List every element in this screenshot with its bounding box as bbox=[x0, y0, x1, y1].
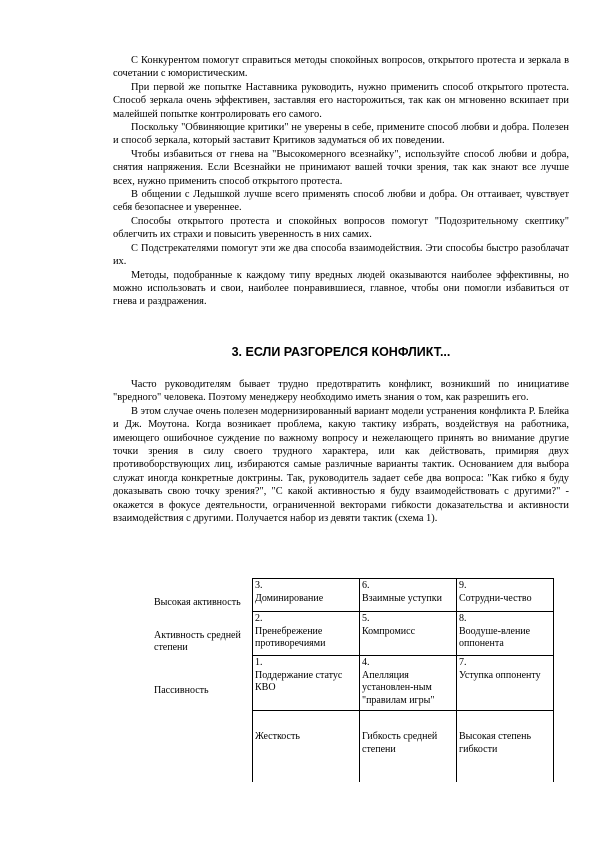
paragraph: Способы открытого протеста и спокойных вопросов помогут "Подозрительному скептику" облегчить их страхи и повысить уверенность в них самих. bbox=[113, 215, 569, 241]
paragraph: С Конкурентом помогут справиться методы спокойных вопросов, открытого протеста и зеркала в сочетании с юмористическим. bbox=[113, 55, 569, 80]
table-cell bbox=[360, 612, 457, 656]
paragraph: Часто руководителям бывает трудно предотвратить конфликт, возникший по инициативе "вредного" человека. Поэтому менеджеру необходимо иметь знания о том, как разрешить его. bbox=[113, 379, 569, 404]
cell-text: Сотрудни-чество bbox=[459, 592, 532, 604]
cell-number: 7. bbox=[459, 657, 467, 668]
cell-number: 3. bbox=[255, 580, 263, 591]
table-cell bbox=[360, 656, 457, 711]
row-label: Высокая активность bbox=[154, 597, 241, 609]
section-heading: 3. ЕСЛИ РАЗГОРЕЛСЯ КОНФЛИКТ... bbox=[231, 345, 451, 359]
paragraph: Методы, подобранные к каждому типу вредных людей оказываются наиболее эффективны, но можно использовать и свои, наиболее понравившиеся, главное, чтобы они помогли избавиться от гнева и раздражения. bbox=[113, 269, 569, 308]
cell-number: 1. bbox=[255, 657, 263, 668]
cell-text: Компромисс bbox=[362, 625, 416, 637]
table-row bbox=[152, 579, 554, 612]
cell-text: Апелляция установлен-ным "правилам игры" bbox=[362, 669, 435, 706]
paragraph: С Подстрекателями помогут эти же два способа взаимодействия. Эти способы быстро разоблачат их. bbox=[113, 242, 569, 268]
paragraph: В этом случае очень полезен модернизированный вариант модели устранения конфликта Р. Блейка и Дж. Моутона. Когда возникает проблема, какую тактику избрать, воздействуя на работника, имеющего ошибочное суждение по важному вопросу и нежелающего принять во внимание другие точки зрения в силу своего трудного характера, или как действовать, примиряя двух противоборствующих лиц, избираются самые различные варианты тактик. Основанием для выбора служат иногда конкретные доктрины. Так, руководитель задает себе два вопроса: "Как гибко я буду доказывать свою точку зрения?", "С какой активностью я буду взаимодействовать с другими?" - окажется в фокусе деятельности, ограниченной векторами гибкости доказательства и активности взаимодействия с другими. Получается набор из девяти тактик (схема 1). bbox=[113, 405, 569, 525]
row-label: Пассивность bbox=[154, 685, 209, 697]
cell-text: Поддержание статус КВО bbox=[255, 669, 343, 693]
table-cell bbox=[360, 579, 457, 612]
row-label-empty bbox=[152, 711, 253, 783]
paragraph: Чтобы избавиться от гнева на "Высокомерного всезнайку", используйте способ любви и добра, снятия напряжения. Если Всезнайки не принимают вашей точки зрения, так как знают все лучше всех, нужно применить способ открытого протеста. bbox=[113, 148, 569, 187]
intro-text-block bbox=[113, 54, 569, 309]
table-cell bbox=[457, 579, 554, 612]
cell-number: 9. bbox=[459, 580, 467, 591]
table-cell bbox=[253, 612, 360, 656]
paragraph: При первой же попытке Наставника руководить, нужно применить способ открытого протеста. Способ зеркала очень эффективен, заставляя его насторожиться, так как он мгновенно вскипает при малейшей попытке контролировать его самого. bbox=[113, 81, 569, 120]
axis-label: Жесткость bbox=[253, 711, 360, 783]
cell-number: 6. bbox=[362, 580, 370, 591]
table-row bbox=[152, 656, 554, 711]
axis-label: Гибкость средней степени bbox=[360, 711, 457, 783]
cell-text: Взаимные уступки bbox=[362, 592, 442, 604]
table-row bbox=[152, 612, 554, 656]
section-text-block bbox=[113, 378, 569, 525]
cell-number: 2. bbox=[255, 613, 263, 624]
cell-text: Уступка оппоненту bbox=[459, 669, 541, 681]
cell-text: Воодуше-вление оппонента bbox=[459, 625, 531, 649]
cell-number: 8. bbox=[459, 613, 467, 624]
table-row bbox=[152, 711, 554, 783]
paragraph: В общении с Ледышкой лучше всего применять способ любви и добра. Он оттаивает, чувствует себя безопаснее и увереннее. bbox=[113, 189, 569, 214]
tactics-schema-table bbox=[152, 578, 554, 782]
cell-number: 4. bbox=[362, 657, 370, 668]
row-label: Активность средней степени bbox=[154, 629, 241, 653]
table-cell bbox=[457, 656, 554, 711]
axis-label: Высокая степень гибкости bbox=[457, 711, 554, 783]
cell-number: 5. bbox=[362, 613, 370, 624]
table-cell bbox=[253, 579, 360, 612]
table-cell bbox=[457, 612, 554, 656]
cell-text: Доминирование bbox=[255, 592, 324, 604]
paragraph: Поскольку "Обвиняющие критики" не уверены в себе, примените способ любви и добра. Полезен и способ зеркала, который заставит Критиков задуматься об их поведении. bbox=[113, 122, 569, 147]
table-cell bbox=[253, 656, 360, 711]
cell-text: Пренебрежение противоречиями bbox=[255, 625, 326, 649]
